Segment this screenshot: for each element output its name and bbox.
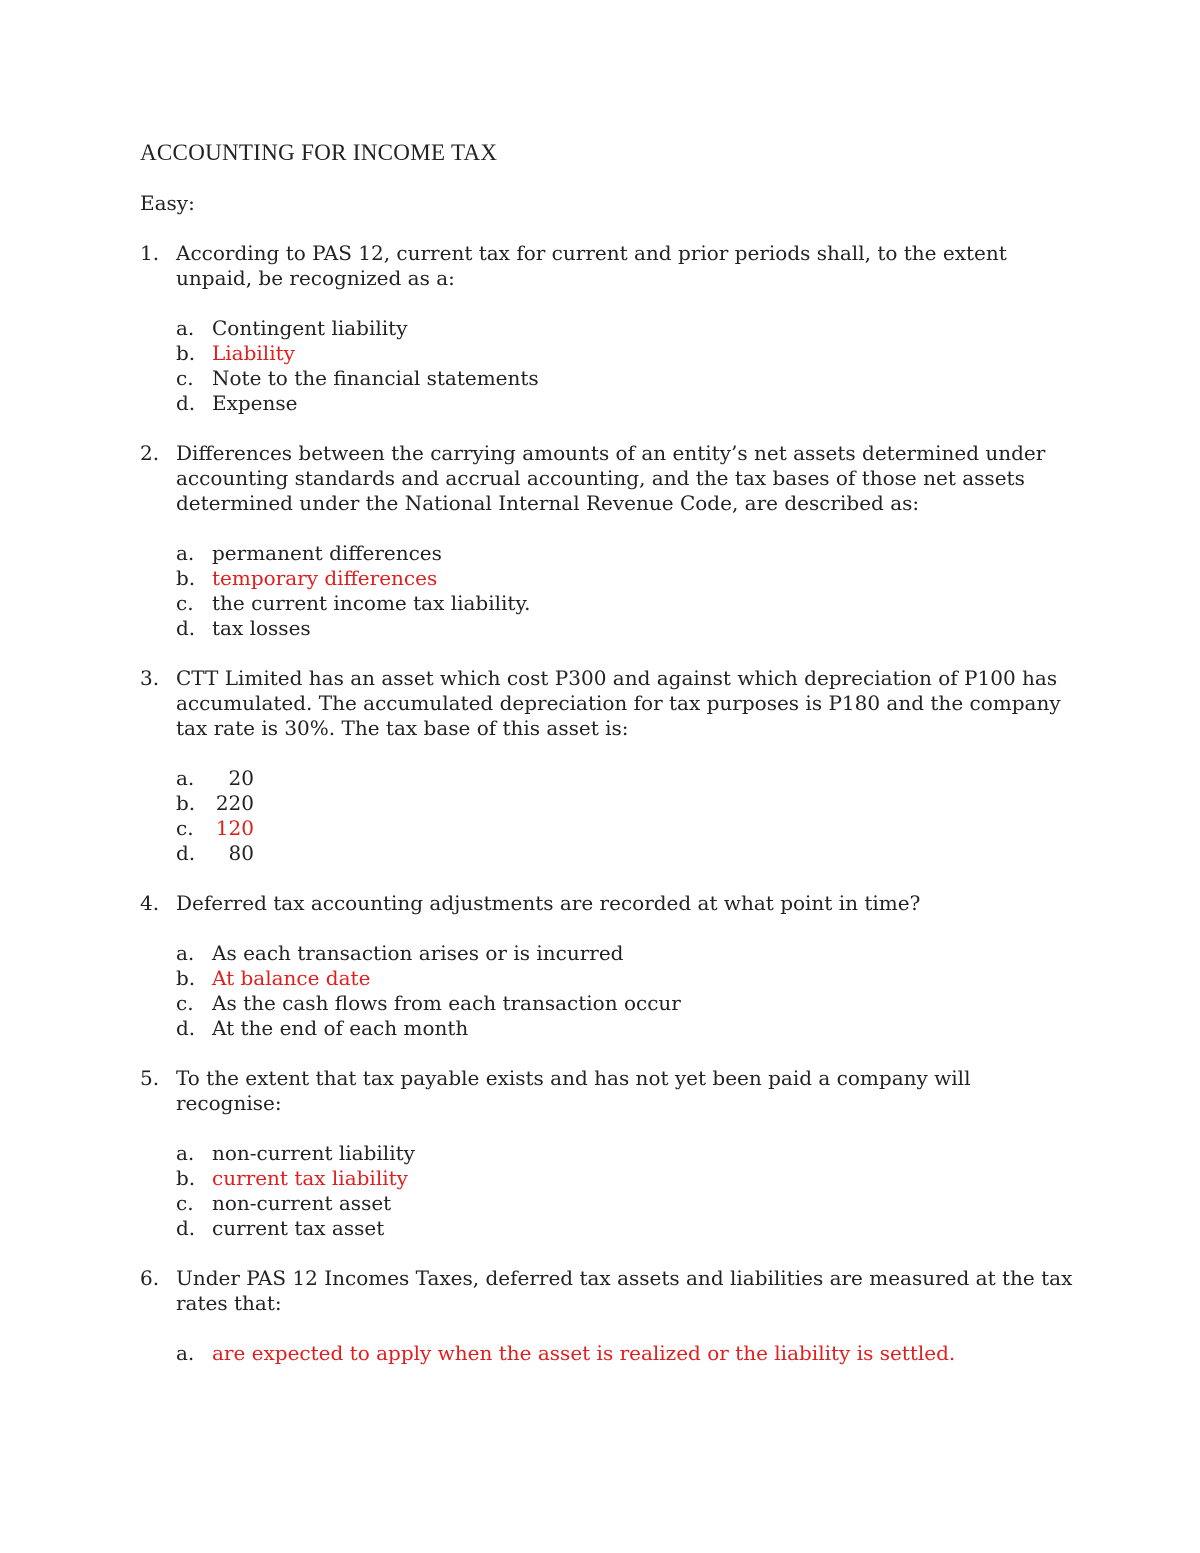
question-item	[140, 666, 1075, 866]
question-item	[140, 891, 1075, 1041]
option-letter: d.	[176, 841, 196, 865]
question-number: 6.	[140, 1266, 160, 1290]
answer-option	[176, 616, 1075, 641]
option-text: 20	[228, 766, 254, 790]
option-letter: a.	[176, 1341, 195, 1365]
answer-option	[176, 816, 1075, 841]
answer-option	[176, 791, 1075, 816]
question-item	[140, 441, 1075, 641]
option-letter: d.	[176, 1016, 196, 1040]
option-text: As the cash flows from each transaction occur	[212, 991, 681, 1015]
option-letter: d.	[176, 391, 196, 415]
question-number: 3.	[140, 666, 160, 690]
correct-answer-text: temporary differences	[212, 566, 438, 590]
option-letter: b.	[176, 1166, 196, 1190]
option-text: current tax asset	[212, 1216, 385, 1240]
option-letter: b.	[176, 791, 196, 815]
answer-option	[176, 316, 1075, 341]
answer-options	[176, 541, 1075, 641]
option-letter: b.	[176, 566, 196, 590]
correct-answer-text: At balance date	[212, 966, 371, 990]
question-item	[140, 1266, 1075, 1366]
option-letter: a.	[176, 1141, 195, 1165]
option-letter: a.	[176, 941, 195, 965]
option-letter: d.	[176, 1216, 196, 1240]
correct-answer-text: current tax liability	[212, 1166, 408, 1190]
answer-option	[176, 366, 1075, 391]
answer-option	[176, 566, 1075, 591]
answer-option	[176, 766, 1075, 791]
question-item	[140, 241, 1075, 416]
option-letter: b.	[176, 341, 196, 365]
question-stem: To the extent that tax payable exists and has not yet been paid a company will recognise:	[176, 1066, 971, 1115]
option-text: the current income tax liability.	[212, 591, 531, 615]
question-number: 1.	[140, 241, 160, 265]
option-text: At the end of each month	[212, 1016, 469, 1040]
answer-options	[176, 316, 1075, 416]
option-text: tax losses	[212, 616, 311, 640]
option-letter: c.	[176, 366, 194, 390]
answer-option	[176, 1341, 1075, 1366]
correct-answer-text: 120	[215, 816, 254, 840]
question-item	[140, 1066, 1075, 1241]
question-stem: Deferred tax accounting adjustments are recorded at what point in time?	[176, 891, 921, 915]
option-letter: a.	[176, 766, 195, 790]
answer-options	[176, 941, 1075, 1041]
answer-option	[176, 541, 1075, 566]
answer-option	[176, 1141, 1075, 1166]
option-letter: c.	[176, 591, 194, 615]
option-letter: c.	[176, 816, 194, 840]
option-letter: d.	[176, 616, 196, 640]
option-text: 220	[215, 791, 254, 815]
option-letter: a.	[176, 541, 195, 565]
option-text: Contingent liability	[212, 316, 408, 340]
option-text: Note to the financial statements	[212, 366, 539, 390]
answer-options	[176, 1141, 1075, 1241]
answer-option	[176, 341, 1075, 366]
question-number: 2.	[140, 441, 160, 465]
answer-option	[176, 591, 1075, 616]
answer-options	[176, 766, 1075, 866]
option-letter: b.	[176, 966, 196, 990]
option-text: Expense	[212, 391, 298, 415]
option-letter: c.	[176, 1191, 194, 1215]
answer-option	[176, 966, 1075, 991]
question-number: 5.	[140, 1066, 160, 1090]
difficulty-label: Easy:	[140, 191, 195, 215]
document-title: ACCOUNTING FOR INCOME TAX	[140, 140, 498, 165]
answer-option	[176, 1191, 1075, 1216]
option-letter: c.	[176, 991, 194, 1015]
answer-option	[176, 841, 1075, 866]
answer-option	[176, 391, 1075, 416]
question-number: 4.	[140, 891, 160, 915]
answer-option	[176, 1016, 1075, 1041]
option-text: As each transaction arises or is incurred	[212, 941, 624, 965]
option-text: non-current liability	[212, 1141, 415, 1165]
answer-option	[176, 941, 1075, 966]
question-list	[140, 241, 1075, 1391]
answer-options	[176, 1341, 1075, 1366]
option-text: permanent differences	[212, 541, 442, 565]
option-letter: a.	[176, 316, 195, 340]
question-stem: Under PAS 12 Incomes Taxes, deferred tax assets and liabilities are measured at the tax rates that:	[176, 1266, 1073, 1315]
answer-option	[176, 991, 1075, 1016]
question-stem: Differences between the carrying amounts of an entity’s net assets determined under accounting standards and accrual accounting, and the tax bases of those net assets determined under the National Internal Revenue Code, are described as:	[176, 441, 1046, 515]
correct-answer-text: are expected to apply when the asset is realized or the liability is settled.	[212, 1341, 956, 1365]
question-stem: CTT Limited has an asset which cost P300 and against which depreciation of P100 has accumulated. The accumulated depreciation for tax purposes is P180 and the company tax rate is 30%. The tax base of this asset is:	[176, 666, 1061, 740]
question-stem: According to PAS 12, current tax for current and prior periods shall, to the extent unpaid, be recognized as a:	[176, 241, 1007, 290]
answer-option	[176, 1166, 1075, 1191]
correct-answer-text: Liability	[212, 341, 295, 365]
option-text: 80	[228, 841, 254, 865]
option-text: non-current asset	[212, 1191, 392, 1215]
answer-option	[176, 1216, 1075, 1241]
